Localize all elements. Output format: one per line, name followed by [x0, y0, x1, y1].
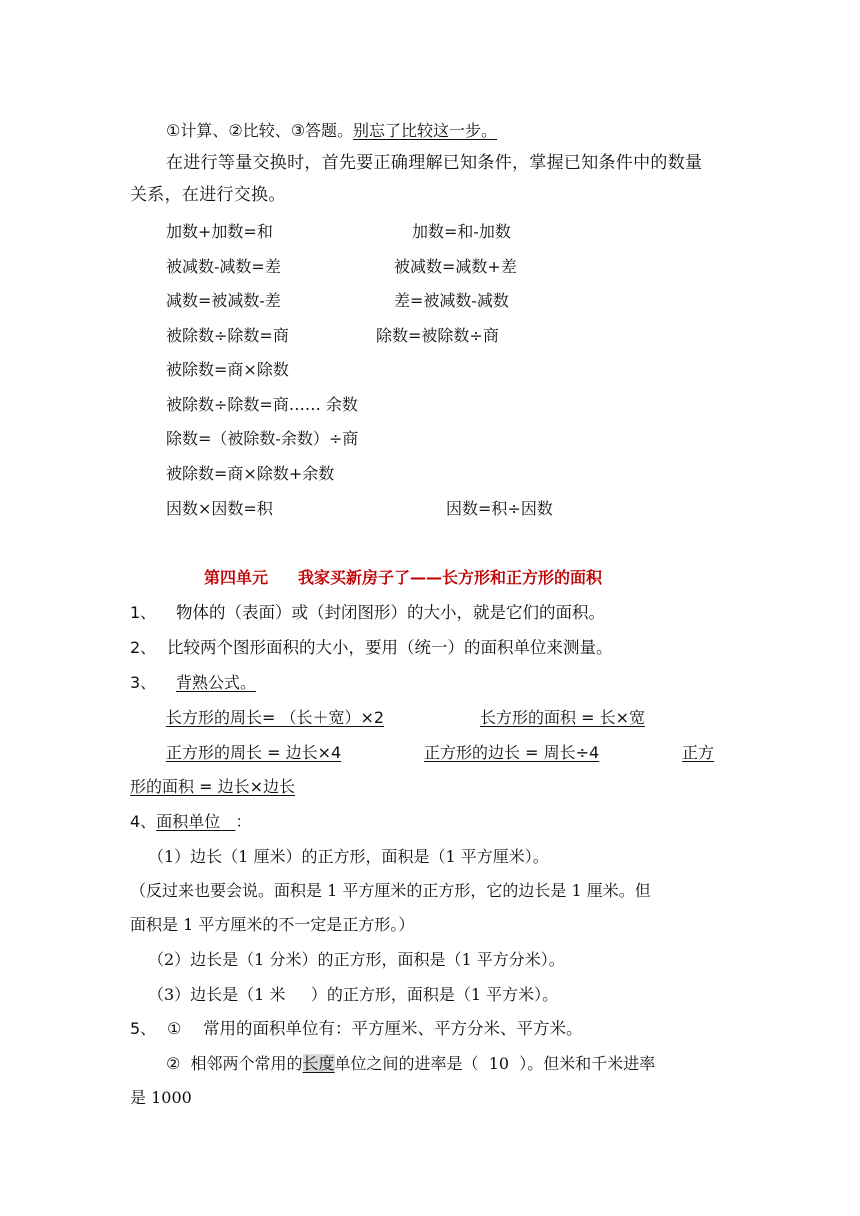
reverse-note-line1: （反过来也要会说。面积是 1 平方厘米的正方形，它的边长是 1 厘米。但 [130, 881, 651, 900]
reverse-note-line2: 面积是 1 平方厘米的不一定是正方形。） [130, 915, 415, 934]
item-5-circle-1: ① [167, 1019, 182, 1038]
steps-underlined-note: 别忘了比较这一步。 [353, 121, 498, 140]
item-4-colon: ： [235, 812, 252, 831]
exchange-para-line1: 在进行等量交换时，首先要正确理解已知条件，掌握已知条件中的数量 [166, 153, 703, 173]
formula-row-8-left: 被除数=商×除数+余数 [166, 464, 335, 483]
square-side-formula: 正方形的边长 = 周长÷4 [424, 743, 600, 762]
item-1-text: 物体的（表面）或（封闭图形）的大小，就是它们的面积。 [176, 603, 605, 622]
item-5-text-1: 常用的面积单位有：平方厘米、平方分米、平方米。 [203, 1019, 583, 1038]
item-3-number: 3、 [130, 673, 157, 692]
formula-row-4-right: 除数=被除数÷商 [376, 326, 499, 345]
formula-row-3-right: 差=被减数-减数 [394, 291, 509, 310]
formula-row-9-left: 因数×因数=积 [166, 499, 273, 518]
exchange-para-line2: 关系，在进行交换。 [130, 185, 286, 205]
formula-row-2-left: 被减数-减数=差 [166, 257, 281, 276]
unit-heading [204, 567, 602, 589]
rect-area-formula: 长方形的面积 = 长×宽 [480, 708, 645, 727]
square-perimeter-formula: 正方形的周长 = 边长×4 [166, 743, 342, 762]
steps-text: ①计算、②比较、③答题。 [166, 121, 354, 140]
formula-row-1-left: 加数+加数=和 [166, 222, 273, 241]
unit-cm-line: （1）边长（1 厘米）的正方形，面积是（1 平方厘米）。 [148, 847, 549, 866]
formula-row-1-right: 加数=和-加数 [412, 222, 511, 241]
item-3-text: 背熟公式。 [176, 673, 257, 692]
item-4-number: 4、 [130, 812, 157, 831]
item-4-label: 面积单位 [156, 812, 221, 831]
unit-m-line: （3）边长是（1 米 ）的正方形，面积是（1 平方米）。 [148, 985, 559, 1004]
formula-row-7-left: 除数=（被除数-余数）÷商 [166, 429, 359, 448]
formula-row-2-right: 被减数=减数+差 [394, 257, 517, 276]
item-2-number: 2、 [130, 638, 157, 657]
unit-dm-line: （2）边长是（1 分米）的正方形，面积是（1 平方分米）。 [148, 950, 565, 969]
formula-row-4-left: 被除数÷除数=商 [166, 326, 289, 345]
item-5-number: 5、 [130, 1019, 157, 1038]
steps-line [166, 120, 497, 142]
item-5-text-2a: 相邻两个常用的 [190, 1054, 303, 1073]
unit-heading-number: 第四单元 [204, 568, 269, 587]
item-5-text-2b: 单位之间的进率是（ 10 ）。但米和千米进率 [334, 1054, 656, 1073]
item-4-gap [220, 812, 235, 831]
formula-row-6-left: 被除数÷除数=商…… 余数 [166, 395, 358, 414]
item-5-text-2c: 是 1000 [130, 1088, 192, 1107]
unit-heading-title: 我家买新房子了——长方形和正方形的面积 [298, 568, 603, 587]
square-area-formula-start: 正方 [682, 743, 715, 762]
item-5-circle-2: ② [166, 1054, 181, 1073]
formula-row-3-left: 减数=被减数-差 [166, 291, 281, 310]
rect-perimeter-formula: 长方形的周长= （长＋宽）×2 [166, 708, 385, 727]
item-1-number: 1、 [130, 603, 157, 622]
item-4 [130, 811, 251, 833]
formula-row-9-right: 因数=积÷因数 [446, 499, 553, 518]
square-area-formula-end: 形的面积 = 边长×边长 [130, 777, 295, 796]
formula-row-5-left: 被除数=商×除数 [166, 360, 289, 379]
item-2-text: 比较两个图形面积的大小，要用（统一）的面积单位来测量。 [167, 638, 613, 657]
item-5-highlighted-word: 长度 [302, 1054, 335, 1073]
item-5-line-2 [166, 1053, 655, 1075]
